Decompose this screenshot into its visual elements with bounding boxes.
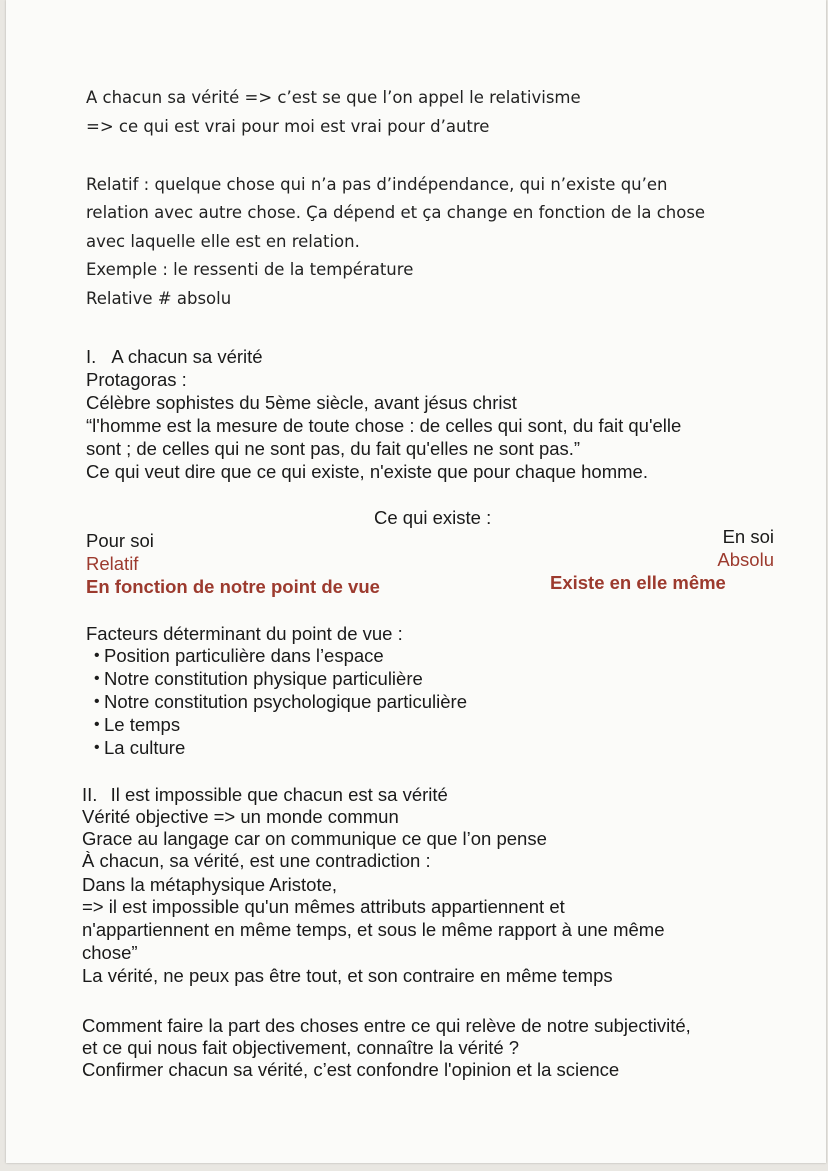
section2-line-1: Vérité objective => un monde commun xyxy=(82,806,399,827)
section1-number: I. xyxy=(86,346,97,367)
section2-line-2: Grace au langage car on communique ce que l’on pense xyxy=(82,828,547,849)
section2-line-5: => il est impossible qu'un mêmes attributs appartiennent et xyxy=(82,896,565,917)
comparison-left-title: Pour soi xyxy=(86,530,154,551)
section1-quote-1: “l'homme est la mesure de toute chose : de celles qui sont, du fait qu'elle xyxy=(86,415,682,436)
relatif-def-2: relation avec autre chose. Ça dépend et ça change en fonction de la chose xyxy=(86,203,706,222)
factor-item: La culture xyxy=(104,737,186,758)
comparison-right-type: Absolu xyxy=(717,549,774,570)
section1-desc: Célèbre sophistes du 5ème siècle, avant jésus christ xyxy=(86,392,517,413)
relatif-def-1: Relatif : quelque chose qui n’a pas d’indépendance, qui n’existe qu’en xyxy=(86,175,668,194)
intro-line-2: => ce qui est vrai pour moi est vrai pour d’autre xyxy=(86,117,490,136)
section2-line-3: À chacun, sa vérité, est une contradiction : xyxy=(82,850,431,871)
bullet-icon: • xyxy=(94,647,100,664)
factors-heading: Facteurs déterminant du point de vue : xyxy=(86,623,403,644)
section1-author: Protagoras : xyxy=(86,369,187,390)
factor-item: Le temps xyxy=(104,714,181,735)
factor-item: Position particulière dans l’espace xyxy=(104,645,384,666)
comparison-left-desc: En fonction de notre point de vue xyxy=(86,576,380,597)
relatif-def-3: avec laquelle elle est en relation. xyxy=(86,232,360,251)
section2-title: Il est impossible que chacun est sa vérité xyxy=(110,784,448,805)
section1-title: A chacun sa vérité xyxy=(111,346,263,367)
conclusion-line-3: Confirmer chacun sa vérité, c’est confondre l'opinion et la science xyxy=(82,1059,620,1080)
factor-item: Notre constitution psychologique particulière xyxy=(104,691,468,712)
comparison-right-desc: Existe en elle même xyxy=(550,572,726,593)
relatif-example: Exemple : le ressenti de la température xyxy=(86,260,414,279)
relatif-opposition: Relative # absolu xyxy=(86,289,232,308)
bullet-icon: • xyxy=(94,693,100,710)
intro-line-1: A chacun sa vérité => c’est se que l’on appel le relativisme xyxy=(86,88,581,107)
comparison-left-type: Relatif xyxy=(86,553,139,574)
section2-line-8: La vérité, ne peux pas être tout, et son contraire en même temps xyxy=(82,965,613,986)
section2-line-6: n'appartiennent en même temps, et sous le même rapport à une même xyxy=(82,919,665,940)
bullet-icon: • xyxy=(94,670,100,687)
bullet-icon: • xyxy=(94,716,100,733)
section2-line-7: chose” xyxy=(82,942,138,963)
factor-item: Notre constitution physique particulière xyxy=(104,668,423,689)
paper-page xyxy=(6,0,826,1163)
section1-heading xyxy=(86,346,263,368)
section2-number: II. xyxy=(82,784,98,805)
bullet-icon: • xyxy=(94,739,100,756)
section2-heading xyxy=(82,784,448,806)
section1-meaning: Ce qui veut dire que ce qui existe, n'existe que pour chaque homme. xyxy=(86,461,648,482)
section2-line-4: Dans la métaphysique Aristote, xyxy=(82,874,338,895)
comparison-right-title: En soi xyxy=(722,526,774,547)
section1-quote-2: sont ; de celles qui ne sont pas, du fait qu'elles ne sont pas.” xyxy=(86,438,581,459)
conclusion-line-1: Comment faire la part des choses entre ce qui relève de notre subjectivité, xyxy=(82,1015,691,1036)
comparison-heading: Ce qui existe : xyxy=(374,507,492,528)
conclusion-line-2: et ce qui nous fait objectivement, connaître la vérité ? xyxy=(82,1037,520,1058)
